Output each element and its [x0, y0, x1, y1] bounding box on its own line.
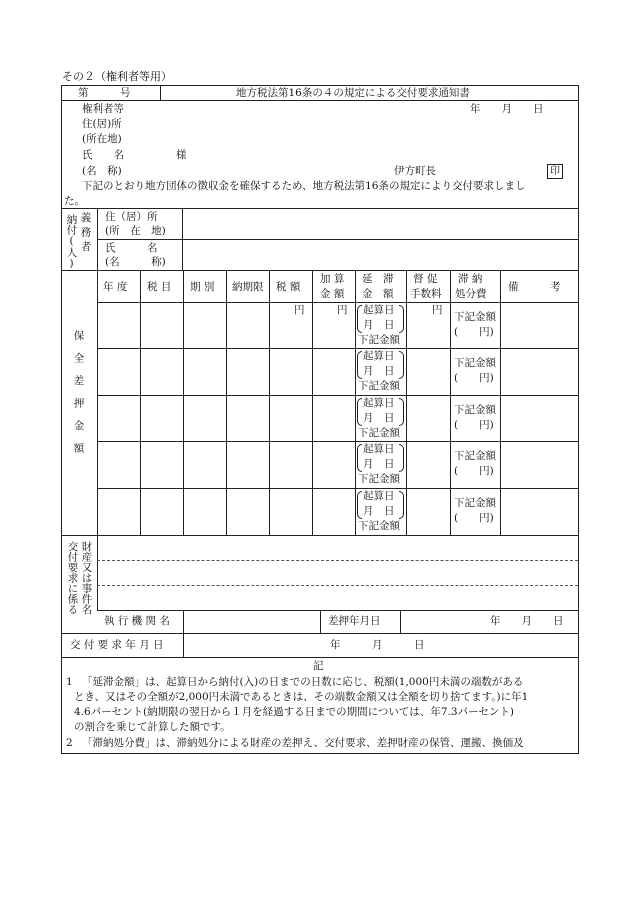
- address-label: 住(居)所: [82, 118, 122, 130]
- bracket-left: [357, 491, 362, 519]
- seizure-side-label: 保全差押金額: [72, 330, 85, 465]
- payer-mid-line: [97, 239, 578, 240]
- note-1-line-2: とき、又はその全額が2,000円未満であるときは、その端数金額又は全額を切り捨てます。)に年1: [74, 691, 529, 703]
- proc-paren-yen: ( 円): [454, 465, 494, 477]
- col-line: [97, 270, 98, 536]
- col-line: [450, 270, 451, 536]
- exec-agency-label: 執 行 機 関 名: [104, 615, 170, 627]
- address-sub-label: (所在地): [82, 133, 122, 145]
- notes-heading: 記: [313, 660, 324, 672]
- date-line: 年 月 日: [470, 103, 544, 115]
- proc-below-amount: 下記金額: [454, 311, 496, 323]
- header-note: 備 考: [508, 281, 561, 293]
- payer-label-col1: 納付(人): [65, 214, 78, 270]
- req-divider: [183, 633, 184, 657]
- seize-date-label: 差押年月日: [328, 615, 381, 627]
- month-day-label: 月 日: [363, 319, 395, 331]
- frame-right: [578, 85, 579, 754]
- doc-title: 地方税法第16条の４の規定による交付要求通知書: [236, 87, 470, 99]
- below-amount-label: 下記金額: [358, 380, 400, 392]
- proc-below-amount: 下記金額: [454, 404, 496, 416]
- start-day-label: 起算日: [363, 304, 395, 316]
- bracket-right: [399, 305, 404, 333]
- note-2-line-1: 「滞納処分費」は、滞納処分による財産の差押え、交付要求、差押財産の保管、運搬、換価及: [82, 737, 524, 749]
- proc-paren-yen: ( 円): [454, 419, 494, 431]
- property-bottom-line: [97, 610, 578, 611]
- seize-date-value: 年 月 日: [490, 615, 564, 627]
- req-bottom-line: [61, 657, 579, 658]
- payer-address-label: 住（居）所: [105, 211, 158, 223]
- payer-name-sub: (名 称): [105, 256, 166, 268]
- col-line: [406, 270, 407, 536]
- exec-divider-1: [183, 610, 184, 633]
- bracket-left: [357, 351, 362, 379]
- header-delay-1: 延 滞: [362, 273, 394, 285]
- issuer-name: 伊方町長: [394, 165, 436, 177]
- start-day-label: 起算日: [363, 443, 395, 455]
- name-sub-label: (名 称): [82, 165, 122, 177]
- unit-yen-urge: 円: [432, 304, 443, 316]
- proc-below-amount: 下記金額: [454, 357, 496, 369]
- header-period: 期 別: [190, 281, 215, 293]
- payer-bottom-line: [61, 270, 579, 271]
- col-line: [269, 270, 270, 536]
- below-amount-label: 下記金額: [358, 334, 400, 346]
- exec-bottom-line: [61, 633, 579, 634]
- property-dash-line: [97, 560, 578, 561]
- col-line: [500, 270, 501, 536]
- number-label: 第 号: [78, 87, 131, 99]
- proc-below-amount: 下記金額: [454, 497, 496, 509]
- note-1-line-1: 「延滞金額」は、起算日から納付(入)の日までの日数に応じ、税額(1,000円未満の端数がある: [82, 676, 524, 688]
- note-1-number: 1: [66, 676, 73, 688]
- bracket-left: [357, 398, 362, 426]
- month-day-label: 月 日: [363, 365, 395, 377]
- col-line: [312, 270, 313, 536]
- payer-label-col2: 義務者: [79, 212, 92, 256]
- row-line: [97, 488, 578, 489]
- req-date-value: 年 月 日: [330, 639, 425, 651]
- month-day-label: 月 日: [363, 505, 395, 517]
- note-1-line-3: 4.6パーセント(納期限の翌日から１月を経過する日までの期間については、年7.3パーセント): [74, 706, 514, 718]
- header-tax: 税 額: [276, 281, 301, 293]
- month-day-label: 月 日: [363, 412, 395, 424]
- header-proc-1: 滞 納: [458, 273, 483, 285]
- bracket-left: [357, 305, 362, 333]
- intro-line-2: た。: [64, 195, 85, 207]
- row-line: [97, 395, 578, 396]
- intro-line-1: 下記のとおり地方団体の徴収金を確保するため、地方税法第16条の規定により交付要求しまし: [82, 180, 526, 192]
- name-label: 氏 名: [82, 149, 124, 161]
- below-amount-label: 下記金額: [358, 427, 400, 439]
- bracket-right: [399, 491, 404, 519]
- proc-below-amount: 下記金額: [454, 450, 496, 462]
- title-divider: [160, 85, 161, 100]
- title-row-line: [61, 100, 579, 101]
- right-holder-label: 権利者等: [82, 103, 124, 115]
- start-day-label: 起算日: [363, 350, 395, 362]
- header-add-2: 金 額: [320, 288, 345, 300]
- payer-address-sub: (所 在 地): [105, 225, 166, 237]
- header-bottom-line: [97, 302, 578, 303]
- header-urge-2: 手数料: [410, 288, 442, 300]
- header-deadline: 納期限: [232, 281, 264, 293]
- header-item: 税 目: [147, 281, 172, 293]
- frame-top: [61, 85, 579, 86]
- frame-bottom: [61, 753, 579, 754]
- exec-divider-2: [320, 610, 321, 633]
- header-year: 年 度: [103, 281, 128, 293]
- below-amount-label: 下記金額: [358, 473, 400, 485]
- col-line: [183, 270, 184, 536]
- header-add-1: 加 算: [320, 273, 345, 285]
- table-bottom-line: [61, 535, 579, 536]
- month-day-label: 月 日: [363, 458, 395, 470]
- note-2-number: 2: [66, 737, 73, 749]
- start-day-label: 起算日: [363, 490, 395, 502]
- payer-name-label: 氏 名: [105, 242, 158, 254]
- property-label-col2: 財産又は事件名: [80, 541, 93, 615]
- proc-paren-yen: ( 円): [454, 326, 494, 338]
- bracket-right: [399, 351, 404, 379]
- header-urge-1: 督 促: [413, 273, 438, 285]
- frame-left: [61, 85, 62, 754]
- header-proc-2: 処分費: [455, 288, 487, 300]
- form-tag: その２（権利者等用）: [62, 70, 172, 83]
- bracket-left: [357, 444, 362, 472]
- col-line: [226, 270, 227, 536]
- honorific: 様: [176, 149, 187, 161]
- note-1-line-4: の割合を乗じて計算した額です。: [74, 721, 231, 733]
- property-dash-line: [97, 585, 578, 586]
- property-label-col1: 交付要求に係る: [66, 541, 79, 615]
- unit-yen-tax: 円: [294, 304, 305, 316]
- req-date-label: 交 付 要 求 年 月 日: [70, 639, 164, 651]
- proc-paren-yen: ( 円): [454, 512, 494, 524]
- seal-stamp: 印: [547, 164, 563, 179]
- col-line: [355, 270, 356, 536]
- unit-yen-add: 円: [337, 304, 348, 316]
- below-amount-label: 下記金額: [358, 520, 400, 532]
- row-line: [97, 348, 578, 349]
- addressee-bottom-line: [61, 208, 579, 209]
- col-line: [140, 270, 141, 536]
- bracket-right: [399, 444, 404, 472]
- exec-divider-3: [400, 610, 401, 633]
- bracket-right: [399, 398, 404, 426]
- proc-paren-yen: ( 円): [454, 372, 494, 384]
- start-day-label: 起算日: [363, 397, 395, 409]
- header-delay-2: 金 額: [362, 288, 394, 300]
- property-divider: [97, 535, 98, 611]
- row-line: [97, 441, 578, 442]
